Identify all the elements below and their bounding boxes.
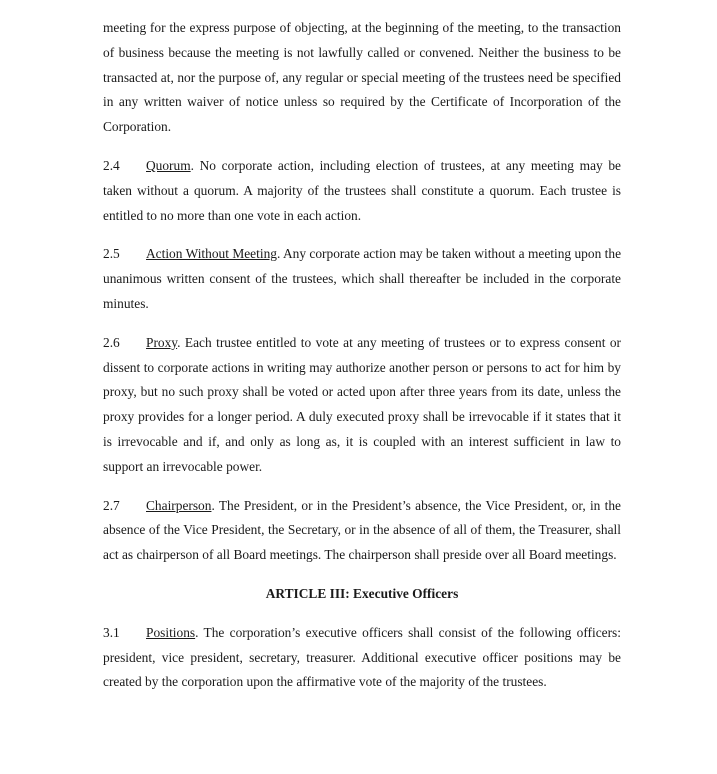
section-heading: Chairperson [146,497,212,513]
document-page [103,16,621,695]
paragraph-gap [103,140,621,154]
section-heading: Positions [146,624,196,640]
paragraph-gap [103,480,621,494]
section-body: . No corporate action, including election of trustees, at any meeting may be taken without a quorum. A majority of the trustees shall constitute a quorum. Each trustee is entitled to no more than one vote in each action. [103,157,621,223]
paragraph-gap [103,317,621,331]
section-2-5 [103,242,621,316]
section-number: 3.1 [103,624,120,640]
section-body: . Any corporate action may be taken without a meeting upon the unanimous written consent of the trustees, which shall thereafter be included in the corporate minutes. [103,246,622,311]
section-2-6 [103,331,621,480]
intro-paragraph: meeting for the express purpose of objecting, at the beginning of the meeting, to the transaction of business because the meeting is not lawfully called or convened. Neither the business to be transacted at, nor the purpose of, any regular or special meeting of the trustees need be specified in any written waiver of notice unless so required by the Certificate of Incorporation of the Corporation. [103,20,621,135]
section-heading: Quorum [146,157,191,173]
section-body: . The President, or in the President’s absence, the Vice President, or, in the absence of the Vice President, the Secretary, or in the absence of all of them, the Treasurer, shall act as chairperson of all Board meetings. The chairperson shall preside over all Board meetings. [103,497,621,563]
paragraph-gap [103,228,621,242]
section-number: 2.6 [103,334,120,350]
section-body: . Each trustee entitled to vote at any meeting of trustees or to express consent or dissent to corporate actions in writing may authorize another person or persons to act for him by proxy, but no such proxy shall be voted or acted upon after three years from its date, unless the proxy provides for a longer period. A duly executed proxy shall be irrevocable if it states that it is irrevocable and if, and only as long as, it is coupled with an interest sufficient in law to support an irrevocable power. [103,334,621,474]
section-2-7 [103,494,621,568]
section-number: 2.7 [103,497,120,513]
section-3-1 [103,621,621,695]
paragraph-gap [103,568,621,582]
section-number: 2.5 [103,246,120,262]
section-2-4 [103,154,621,228]
section-heading: Proxy [146,334,178,350]
section-body: . The corporation’s executive officers shall consist of the following officers: president, vice president, secretary, treasurer. Additional executive officer positions may be created by the corporation upon the affirmative vote of the majority of the trustees. [103,624,621,690]
paragraph-gap [103,607,621,621]
section-number: 2.4 [103,157,120,173]
section-heading: Action Without Meeting [146,246,277,262]
article-heading: ARTICLE III: Executive Officers [265,585,459,601]
